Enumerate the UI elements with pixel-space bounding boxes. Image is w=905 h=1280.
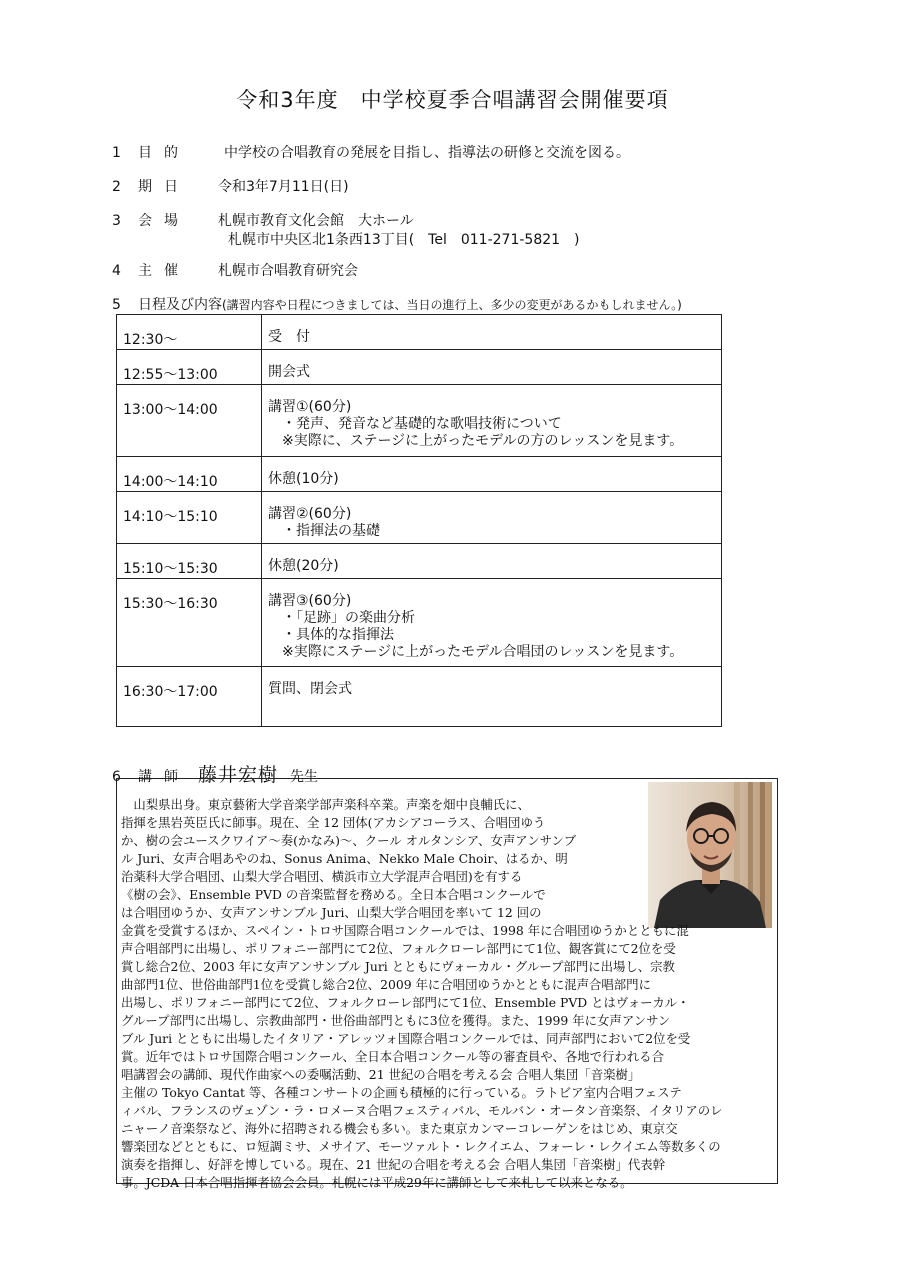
schedule-row	[117, 457, 722, 492]
bio-line: ニャーノ音楽祭など、海外に招聘される機会も多い。また東京カンマーコレーゲンをはじめ、東京交	[121, 1121, 678, 1136]
schedule-row	[117, 579, 722, 667]
item-number: 2	[112, 179, 121, 195]
item-label: 日程及び内容	[138, 297, 222, 313]
schedule-row	[117, 385, 722, 457]
schedule-item-detail: ・発声、発音など基礎的な歌唱技術について	[282, 416, 562, 432]
bio-line: 賞し総合2位、2003 年に女声アンサンブル Juri とともにヴォーカル・グループ部門に出場し、宗教	[121, 959, 675, 974]
schedule-row	[117, 350, 722, 385]
lecturer-name: 藤井宏樹	[198, 764, 279, 786]
lecturer-honorific: 先生	[290, 769, 319, 785]
bio-line: 事。JCDA 日本合唱指揮者協会会員。札幌には平成29年に講師として来札して以来となる。	[121, 1175, 633, 1190]
schedule-time: 12:30〜	[117, 315, 262, 350]
item-value: 令和3年7月11日(日)	[218, 179, 349, 195]
bio-line: 響楽団などとともに、ロ短調ミサ、メサイア、モーツァルト・レクイエム、フォーレ・レクイエム等数多くの	[121, 1139, 721, 1154]
schedule-content	[262, 315, 722, 350]
item-date	[112, 178, 349, 197]
schedule-content	[262, 544, 722, 579]
bio-line: 治薬科大学合唱団、山梨大学合唱団、横浜市立大学混声合唱団)を有する	[121, 869, 523, 884]
schedule-table	[116, 314, 722, 727]
schedule-item-title: 休憩(20分)	[268, 558, 339, 574]
schedule-row	[117, 492, 722, 544]
schedule-time: 15:30〜16:30	[117, 579, 262, 667]
bio-line: ル Juri、女声合唱あやのね、Sonus Anima、Nekko Male Choir、はるか、明	[121, 851, 568, 866]
schedule-content	[262, 350, 722, 385]
schedule-item-detail: ・具体的な指揮法	[282, 627, 394, 643]
item-label: 主催	[138, 263, 190, 279]
bio-line: 演奏を指揮し、好評を博している。現在、21 世紀の合唱を考える会 合唱人集団「音楽樹」代表幹	[121, 1157, 666, 1172]
lecturer-bio	[121, 796, 775, 1192]
bio-line: 指揮を黒岩英臣氏に師事。現在、全 12 団体(アカシアコーラス、合唱団ゆう	[121, 815, 546, 830]
item-label: 会場	[138, 213, 190, 229]
schedule-item-title: 開会式	[268, 364, 310, 380]
schedule-time: 12:55〜13:00	[117, 350, 262, 385]
item-number: 6	[112, 769, 121, 785]
schedule-content	[262, 457, 722, 492]
bio-line: ィバル、フランスのヴェゾン・ラ・ロメーヌ合唱フェスティバル、モルバン・オータン音楽祭、イタリアのレ	[121, 1103, 723, 1118]
schedule-item-title: 休憩(10分)	[268, 471, 339, 487]
bio-line: か、樹の会ユースクワイア〜奏(かなみ)〜、クール オルタンシア、女声アンサンブ	[121, 833, 577, 848]
schedule-content	[262, 579, 722, 667]
schedule-item-detail: ・指揮法の基礎	[282, 523, 380, 539]
venue-address: 札幌市中央区北1条西13丁目( Tel 011-271-5821 )	[228, 232, 580, 248]
schedule-time: 14:10〜15:10	[117, 492, 262, 544]
schedule-item-detail: ※実際に、ステージに上がったモデルの方のレッスンを見ます。	[282, 433, 684, 449]
bio-line: ブル Juri とともに出場したイタリア・アレッツォ国際合唱コンクールでは、同声部門において2位を受	[121, 1031, 691, 1046]
bio-line: 賞。近年ではトロサ国際合唱コンクール、全日本合唱コンクール等の審査員や、各地で行われる合	[121, 1049, 664, 1064]
schedule-item-title: 受 付	[268, 329, 310, 345]
schedule-item-title: 講習②(60分)	[268, 506, 352, 522]
item-purpose	[112, 144, 630, 163]
schedule-item-detail: ※実際にステージに上がったモデル合唱団のレッスンを見ます。	[282, 644, 684, 660]
item-value: 札幌市教育文化会館 大ホール	[218, 213, 414, 229]
schedule-row	[117, 667, 722, 727]
item-number: 1	[112, 145, 121, 161]
item-label: 目的	[138, 145, 190, 161]
item-value: 中学校の合唱教育の発展を目指し、指導法の研修と交流を図る。	[224, 145, 630, 161]
schedule-time: 13:00〜14:00	[117, 385, 262, 457]
item-value: 札幌市合唱教育研究会	[218, 263, 358, 279]
schedule-item-title: 講習③(60分)	[268, 593, 352, 609]
bio-line: 唱講習会の講師、現代作曲家への委嘱活動、21 世紀の合唱を考える会 合唱人集団「音楽樹」	[121, 1067, 641, 1082]
schedule-content	[262, 492, 722, 544]
item-number: 4	[112, 263, 121, 279]
bio-line: 出場し、ポリフォニー部門にて2位、フォルクローレ部門にて1位、Ensemble PVD とはヴォーカル・	[121, 995, 690, 1010]
item-schedule	[112, 294, 682, 314]
item-label: 講師	[138, 769, 190, 785]
schedule-content	[262, 385, 722, 457]
item-host	[112, 262, 358, 281]
schedule-row	[117, 315, 722, 350]
item-number: 5	[112, 297, 121, 313]
schedule-note: (講習内容や日程につきましては、当日の進行上、多少の変更があるかもしれません。)	[222, 298, 682, 312]
schedule-item-detail: ・「足跡」の楽曲分析	[282, 610, 415, 626]
item-number: 3	[112, 213, 121, 229]
schedule-row	[117, 544, 722, 579]
page-title: 令和3年度 中学校夏季合唱講習会開催要項	[236, 88, 669, 112]
bio-line: グループ部門に出場し、宗教曲部門・世俗曲部門ともに3位を獲得。また、1999 年に女声アンサン	[121, 1013, 671, 1028]
schedule-item-title: 講習①(60分)	[268, 399, 352, 415]
schedule-content	[262, 667, 722, 727]
bio-line: 主催の Tokyo Cantat 等、各種コンサートの企画も積極的に行っている。ラトビア室内合唱フェステ	[121, 1085, 682, 1100]
schedule-item-title: 質問、閉会式	[268, 681, 352, 697]
bio-line: 山梨県出身。東京藝術大学音楽学部声楽科卒業。声楽を畑中良輔氏に、	[121, 797, 530, 812]
schedule-time: 15:10〜15:30	[117, 544, 262, 579]
schedule-time: 14:00〜14:10	[117, 457, 262, 492]
item-label: 期日	[138, 179, 190, 195]
bio-line: 曲部門1位、世俗曲部門1位を受賞し総合2位、2009 年に合唱団ゆうかとともに混声合唱部門に	[121, 977, 651, 992]
schedule-time: 16:30〜17:00	[117, 667, 262, 727]
bio-line: 金賞を受賞するほか、スペイン・トロサ国際合唱コンクールでは、1998 年に合唱団ゆうかとともに混	[121, 923, 689, 938]
bio-line: は合唱団ゆうか、女声アンサンブル Juri、山梨大学合唱団を率いて 12 回の	[121, 905, 542, 920]
bio-line: 《樹の会》、Ensemble PVD の音楽監督を務める。全日本合唱コンクールで	[121, 887, 546, 902]
bio-line: 声合唱部門に出場し、ポリフォニー部門にて2位、フォルクローレ部門にて1位、観客賞にて2位を受	[121, 941, 676, 956]
